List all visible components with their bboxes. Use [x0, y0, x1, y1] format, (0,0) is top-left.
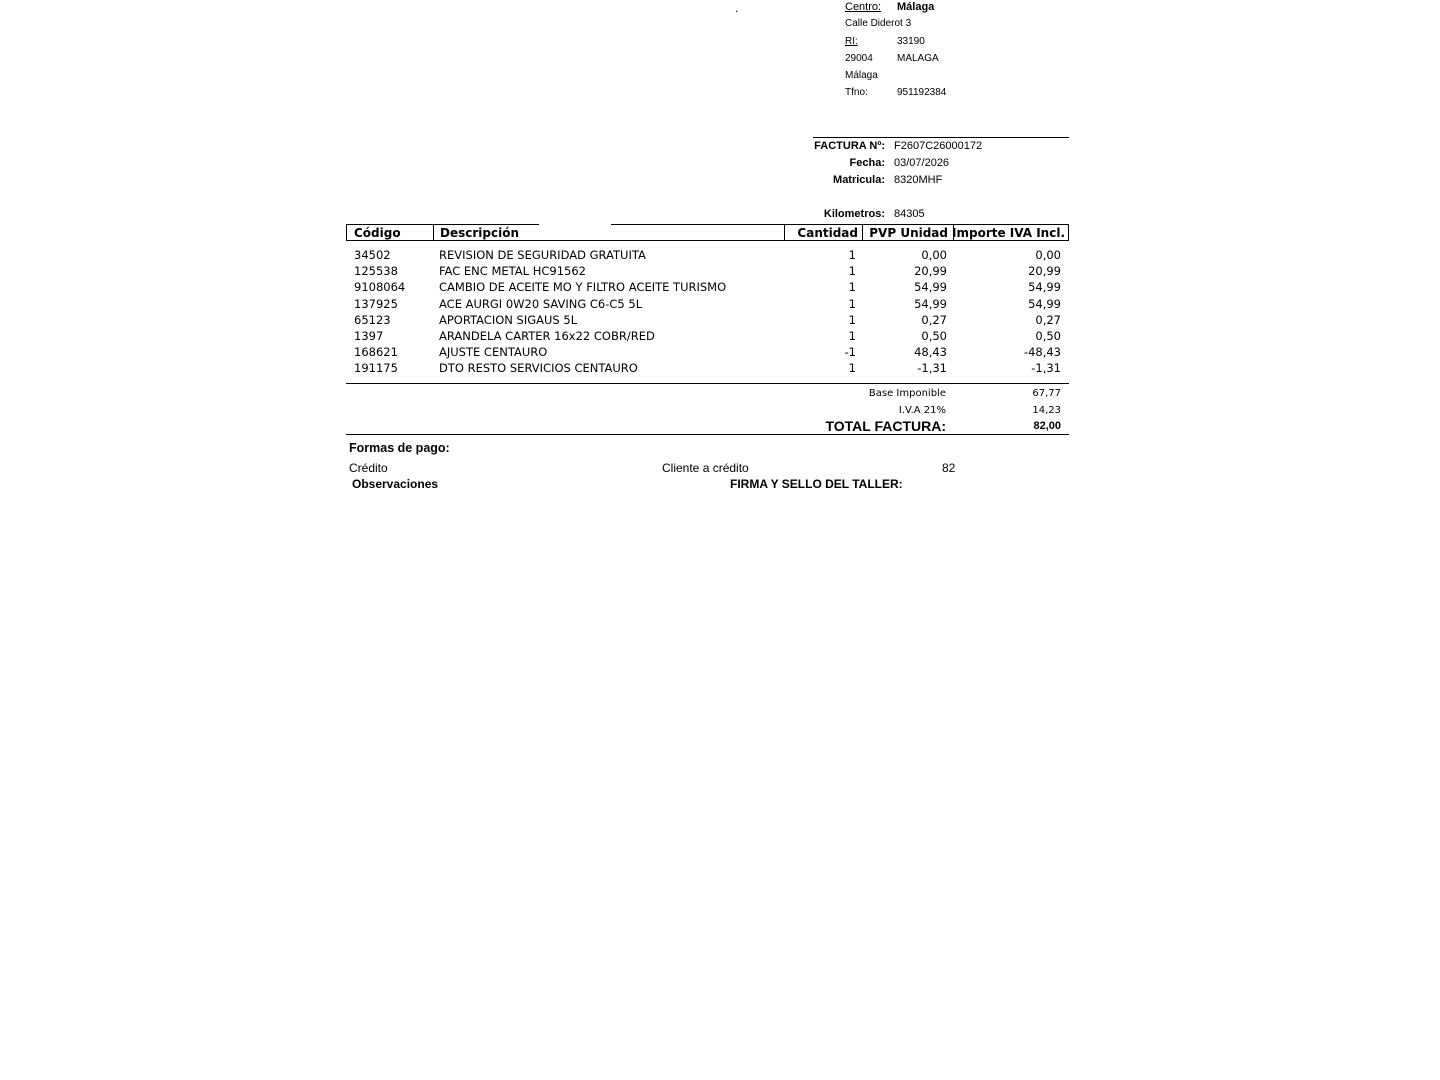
table-header: [346, 224, 1069, 241]
row-description: REVISION DE SEGURIDAD GRATUITA: [439, 248, 646, 262]
header-divider: [433, 225, 434, 240]
header-divider: [862, 225, 863, 240]
row-code: 65123: [354, 312, 391, 327]
row-qty: 1: [848, 248, 856, 262]
invoice-date-label: Fecha:: [849, 157, 885, 169]
row-amount: -1,31: [1031, 361, 1061, 376]
row-amount: 0,50: [1035, 328, 1061, 343]
header-description: Descripción: [440, 226, 519, 240]
vat-value: 14,23: [1032, 405, 1061, 416]
row-amount: 0,00: [1035, 248, 1061, 262]
header-qty: Cantidad: [797, 226, 858, 240]
ri-label: RI:: [845, 36, 858, 47]
row-description: APORTACION SIGAUS 5L: [439, 312, 578, 327]
table-row: [346, 248, 1068, 264]
centro-label: Centro:: [845, 1, 882, 13]
header-gap: [539, 222, 611, 226]
line-items: [346, 248, 1068, 378]
row-qty: 1: [848, 280, 856, 295]
centro-name: Málaga: [897, 1, 935, 13]
city: MALAGA: [897, 53, 939, 64]
signature-label: FIRMA Y SELLO DEL TALLER:: [730, 477, 903, 491]
observations-label: Observaciones: [352, 477, 439, 491]
row-code: 9108064: [354, 280, 406, 295]
table-row: [346, 280, 1068, 296]
totals-bottom-rule: [346, 434, 1069, 435]
row-code: 125538: [354, 264, 398, 279]
row-qty: 1: [848, 328, 856, 343]
row-description: CAMBIO DE ACEITE MO Y FILTRO ACEITE TURISMO: [439, 280, 727, 295]
invoice-date: 03/07/2026: [894, 157, 950, 169]
base-label: Base Imponible: [868, 388, 946, 399]
vat-label: I.V.A 21%: [898, 405, 946, 416]
total-value: 82,00: [1033, 420, 1061, 432]
row-description: ARANDELA CARTER 16x22 COBR/RED: [439, 328, 655, 343]
row-description: AJUSTE CENTAURO: [439, 345, 548, 360]
invoice-header-rule: [813, 137, 1069, 138]
table-row: [346, 297, 1068, 313]
invoice-number-label: FACTURA Nº:: [814, 140, 885, 152]
plate: 8320MHF: [894, 174, 943, 186]
header-divider: [784, 225, 785, 240]
phone-label: Tfno:: [845, 87, 868, 98]
row-qty: 1: [848, 312, 856, 327]
payment-method: Crédito: [349, 461, 388, 475]
header-code: Código: [354, 226, 401, 240]
row-unit-price: 20,99: [914, 264, 947, 279]
invoice-number: F2607C26000172: [894, 140, 983, 152]
row-amount: 54,99: [1028, 280, 1061, 295]
row-code: 34502: [354, 248, 391, 262]
ri-value: 33190: [897, 36, 925, 47]
row-code: 191175: [354, 361, 398, 376]
km: 84305: [894, 208, 925, 220]
row-description: DTO RESTO SERVICIOS CENTAURO: [439, 361, 638, 376]
row-qty: -1: [844, 345, 856, 360]
centro-address: Calle Diderot 3: [845, 18, 912, 29]
plate-label: Matricula:: [833, 174, 885, 186]
row-unit-price: -1,31: [917, 361, 947, 376]
table-row: [346, 313, 1068, 329]
payment-title: Formas de pago:: [349, 441, 450, 455]
row-unit-price: 0,50: [921, 328, 947, 343]
row-code: 1397: [354, 328, 384, 343]
row-qty: 1: [848, 361, 856, 376]
row-unit-price: 54,99: [914, 280, 947, 295]
row-description: ACE AURGI 0W20 SAVING C6-C5 5L: [439, 296, 643, 311]
km-label: Kilometros:: [823, 208, 885, 220]
payment-client-label: Cliente a crédito: [662, 461, 749, 475]
header-amount: Importe IVA Incl.: [952, 226, 1065, 240]
province: Málaga: [845, 70, 878, 81]
row-unit-price: 0,00: [921, 248, 947, 262]
row-amount: 20,99: [1028, 264, 1061, 279]
base-value: 67,77: [1032, 388, 1061, 399]
row-qty: 1: [848, 264, 856, 279]
table-row: [346, 264, 1068, 280]
row-qty: 1: [848, 296, 856, 311]
payment-client-value: 82: [942, 461, 956, 475]
row-description: FAC ENC METAL HC91562: [439, 264, 586, 279]
row-code: 168621: [354, 345, 398, 360]
table-row: [346, 345, 1068, 361]
table-row: [346, 329, 1068, 345]
row-amount: -48,43: [1023, 345, 1061, 360]
row-unit-price: 54,99: [914, 296, 947, 311]
row-unit-price: 0,27: [921, 312, 947, 327]
top-mark: .: [735, 1, 739, 15]
row-amount: 54,99: [1028, 296, 1061, 311]
postal-code: 29004: [845, 53, 873, 64]
total-label: TOTAL FACTURA:: [825, 418, 946, 434]
header-unit-price: PVP Unidad: [869, 226, 948, 240]
row-code: 137925: [354, 296, 398, 311]
row-unit-price: 48,43: [914, 345, 947, 360]
table-row: [346, 361, 1068, 377]
items-bottom-rule: [346, 383, 1069, 384]
phone: 951192384: [897, 87, 947, 98]
row-amount: 0,27: [1035, 312, 1061, 327]
